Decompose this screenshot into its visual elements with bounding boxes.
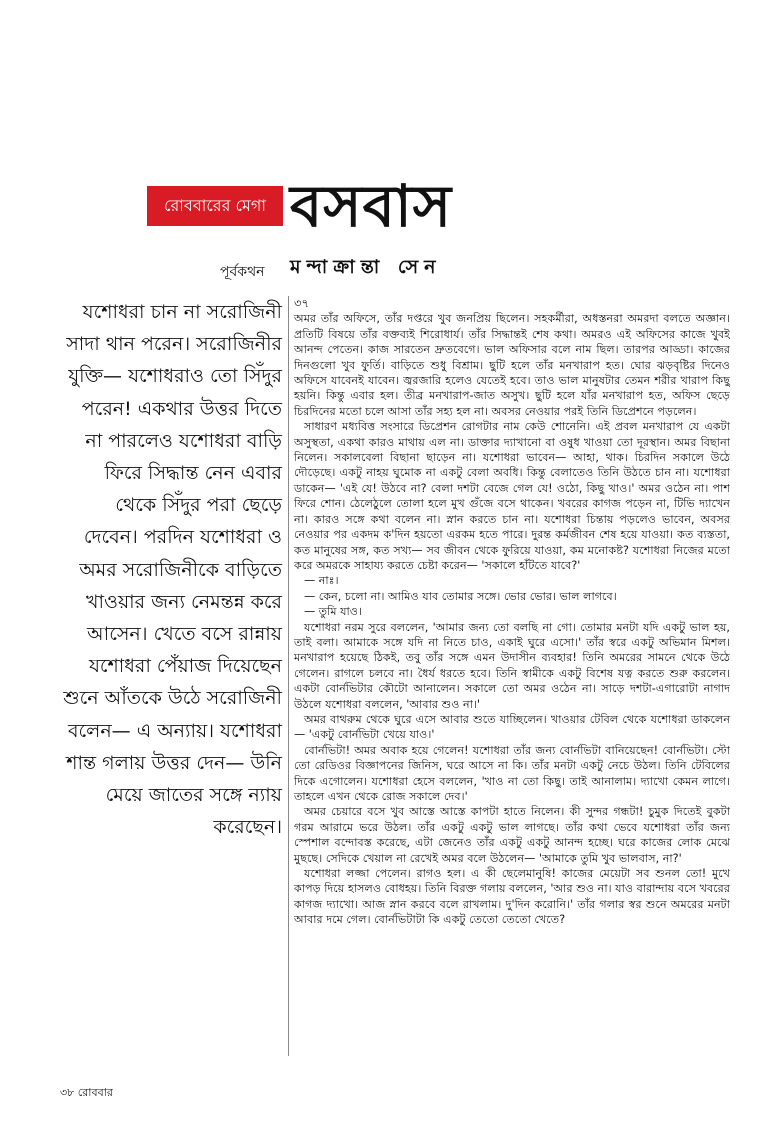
body-paragraph: অমর তাঁর অফিসে, তাঁর দপ্তরে খুব জনপ্রিয় ছিলেন। সহকর্মীরা, অধস্তনরা অমরদা বলতে অজ্ঞান। প্রতিটি বিষয়ে তাঁর বক্তব্যই শিরোধার্য। তাঁর সিদ্ধান্তই শেষ কথা। অমরও এই অফিসের কাজে খুবই আনন্দ পেতেন। কাজ সারতেন দ্রুতবেগে। ভাল অফিসার বলে নাম ছিল। তারপর আড্ডা। কাজের দিনগুলো খুব ফুর্তি। বাড়িতে শুধু বিশ্রাম। ছুটি হলে তাঁর মনখারাপ হত। ঘোর ঝড়বৃষ্টির দিনেও অফিসে যাবেনই যাবেন। জ্বরজারি হলেও যেতেই হবে। তাও ভাল মানুষটার তেমন শরীর খারাপ কিছু হয়নি। কিন্তু এবার হল। তীব্র মনখারাপ-জাত অসুখ। ছুটি হলে যাঁর মনখারাপ হত, অফিস ছেড়ে চিরদিনের মতো চলে আসা তাঁর সহ্য হল না। অবসর নেওয়ার পরই তিনি ডিপ্রেশনে পড়লেন।	[294, 312, 730, 418]
series-tag: রোববারের মেগা	[147, 186, 283, 226]
body-paragraph: বোর্নভিটা! অমর অবাক হয়ে গেলেন! যশোধরা তাঁর জন্য বোর্নভিটা বানিয়েছেন! বোর্নভিটা। স্টো তো রেডিওর বিজ্ঞাপনের জিনিস, ঘরে আসে না কি। তাঁর মনটা একটু নেচে উঠল। তিনি টেবিলের দিকে এগোলেন। যশোধরা হেসে বললেন, 'খাও না তো কিছু। তাই আনালাম। দ্যাখো কেমন লাগে। তাহলে এখন থেকে রোজ সকালে দেব।'	[294, 743, 730, 803]
body-paragraph: যশোধরা নরম সুরে বললেন, 'আমার জন্য তো বলছি না গো। তোমার মনটা যদি একটু ভাল হয়, তাই বলা। আমাকে সঙ্গে যদি না নিতে চাও, একাই ঘুরে এসো।' তাঁর স্বরে একটু অভিমান মিশল। মনখারাপ হয়েছে ঠিকই, তবু তাঁর সঙ্গে এমন উদাসীন ব্যবহার! তিনি অমরের সামনে থেকে উঠে গেলেন। রাগলে চলবে না। ধৈর্য ধরতে হবে। তিনি স্বামীকে একটু বিশেষ যত্ন করতে শুরু করলেন। একটা বোর্নভিটার কৌটো আনালেন। সকালে তো অমর ওঠেন না। সাড়ে দশটা-এগারোটা নাগাদ উঠলে যশোধরা বললেন, 'আবার শুও না।'	[294, 620, 730, 711]
author-name: মন্দাক্রান্তা সেন	[290, 256, 442, 278]
body-paragraph: অমর চেয়ারে বসে খুব আস্তে আস্তে কাপটা হাতে নিলেন। কী সুন্দর গন্ধটা! চুমুক দিতেই বুকটা গরম আরামে ভরে উঠল। তাঁর একটু একটু ভাল লাগছে। তাঁর কথা ভেবে যশোধরা তাঁর জন্য স্পেশাল বন্দোবস্ত করেছে, এটা জেনেও তাঁর একটু একটু আনন্দ হচ্ছে। ঘরে কাজের লোক মেঝে মুছছে। সেদিকে খেয়াল না রেখেই অমর বলে উঠলেন— 'আমাকে তুমি খুব ভালবাস, না?'	[294, 805, 730, 865]
column-divider	[288, 296, 289, 1056]
pull-quote: যশোধরা চান না সরোজিনী সাদা থান পরেন। সরোজিনীর যুক্তি— যশোধরাও তো সিঁদুর পরেন! একথার উত্তর দিতে না পারলেও যশোধরা বাড়ি ফিরে সিদ্ধান্ত নেন এবার থেকে সিঁদুর পরা ছেড়ে দেবেন। পরদিন যশোধরা ও অমর সরোজিনীকে বাড়িতে খাওয়ার জন্য নেমন্তন্ন করে আসেন। খেতে বসে রান্নায় যশোধরা পেঁয়াজ দিয়েছেন শুনে আঁতকে উঠে সরোজিনী বলেন— এ অন্যায়। যশোধরা শান্ত গলায় উত্তর দেন— উনি মেয়ে জাতের সঙ্গে ন্যায় করেছেন।	[63, 301, 282, 839]
story-title: বসবাস	[290, 172, 453, 240]
chapter-number: ৩৭	[294, 296, 309, 310]
dialogue-line: — তুমি যাও।	[304, 605, 363, 619]
body-paragraph: অমর বাথরুম থেকে ঘুরে এসে আবার শুতে যাচ্ছিলেন। খাওয়ার টেবিল থেকে যশোধরা ডাকলেন— 'একটু বোর্নভিটা খেয়ে যাও।'	[294, 712, 730, 742]
dialogue-line: — কেন, চলো না। আমিও যাব তোমার সঙ্গে। ভোর ভোর। ভাল লাগবে।	[304, 589, 617, 603]
body-paragraph: সাধারণ মধ্যবিত্ত সংসারে ডিপ্রেশন রোগটার নাম কেউ শোনেনি। এই প্রবল মনখারাপ যে একটা অসুস্থতা, একথা কারও মাথায় এল না। ডাক্তার দ্যাখানো বা ওষুধ খাওয়া তো দূরস্থান। অমর বিছানা নিলেন। সকালবেলা বিছানা ছাড়েন না। যশোধরা ভাবেন— আহা, থাক। চিরদিন সকালে উঠে দৌড়েছে। একটু নাহয় ঘুমোক না একটু বেলা অবধি। কিন্তু বেলাতেও তিনি উঠতে চান না। যশোধরা ডাকেন— 'এই যে! উঠবে না? বেলা দশটা বেজে গেল যে! ওঠো, কিছু খাও।' অমর ওঠেন না। পাশ ফিরে শোন। ঠেলেঠুলে তোলা হলে মুখ গুঁজে বসে থাকেন। খবরের কাগজ পড়েন না, টিভি দ্যাখেন না। কারও সঙ্গে কথা বলেন না। স্নান করতে চান না। যশোধরা চিন্তায় পড়লেও ভাবেন, অবসর নেওয়ার পর একদম ক'দিন হয়তো এরকম হতে পারে। দুরন্ত কর্মজীবন শেষ হয়ে যাওয়া। কত ব্যস্ততা, কত মানুষের সঙ্গ, কত সখ্য— সব জীবন থেকে ফুরিয়ে যাওয়া, কম মনোকষ্ট? যশোধরা নিজের মতো করে অমরকে সাহায্য করতে চেষ্টা করেন— 'সকালে হাঁটতে যাবে?'	[294, 420, 730, 572]
page-footer: ৩৮ রোববার	[60, 1086, 113, 1099]
body-paragraph: যশোধরা লজ্জা পেলেন। রাগও হল। এ কী ছেলেমানুষি! কাজের মেয়েটা সব শুনল তো! মুখে কাপড় দিয়ে হাসলও বোধহয়। তিনি বিরক্ত গলায় বললেন, 'আর শুও না। যাও বারান্দায় বসে খবরের কাগজ দ্যাখো। আজ স্নান করবে বলে রাখলাম। দু'দিন করোনি।' তাঁর গলার স্বর শুনে অমরের মনটা আবার দমে গেল। বোর্নভিটাটা কি একটু তেতো তেতো খেতে?	[294, 867, 730, 927]
dialogue-line: — নাঃ।	[304, 574, 339, 588]
preface-label: পূর্বকথন	[220, 264, 265, 280]
story-body	[294, 296, 730, 928]
